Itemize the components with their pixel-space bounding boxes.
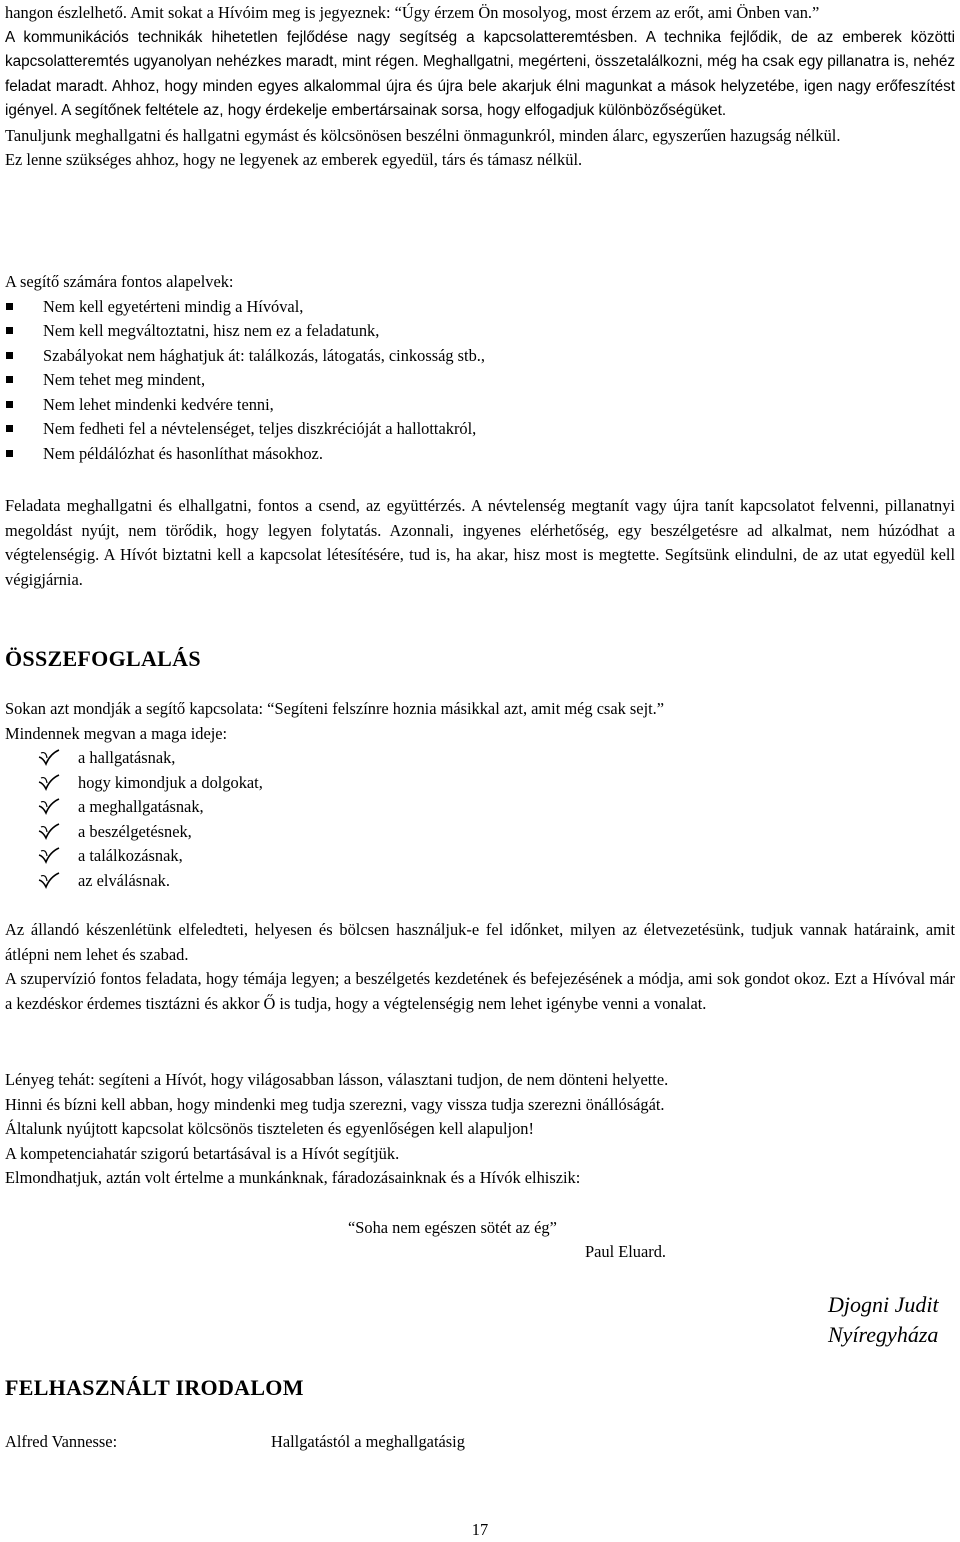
summary-section — [5, 645, 955, 673]
square-bullet-icon — [6, 327, 13, 334]
list-item: a találkozásnak, — [5, 844, 955, 869]
closing-line-2: Hinni és bízni kell abban, hogy mindenki meg tudja szerezni, vagy vissza tudja szerezni önállóságát. — [5, 1094, 665, 1114]
bibliography-author: Alfred Vannesse: — [5, 1432, 118, 1451]
summary-body — [5, 697, 955, 894]
principles-list — [5, 295, 955, 467]
principles-section — [5, 270, 955, 466]
task-section — [5, 494, 955, 592]
intro-paragraph-4: Ez lenne szükséges ahhoz, hogy ne legyenek az emberek egyedül, társ és támasz nélkül. — [5, 150, 583, 169]
checkmark-bullet-icon — [38, 823, 60, 841]
square-bullet-icon — [6, 352, 13, 359]
summary-title: ÖSSZEFOGLALÁS — [5, 646, 201, 671]
list-item: a hallgatásnak, — [5, 746, 955, 771]
square-bullet-icon — [6, 425, 13, 432]
summary-paragraphs — [5, 918, 955, 1016]
checkmark-bullet-icon — [38, 847, 60, 865]
bibliography-work: Hallgatástól a meghallgatásig — [271, 1432, 465, 1451]
signature-name: Djogni Judit — [828, 1292, 939, 1317]
list-item: Nem tehet meg mindent, — [5, 368, 955, 393]
closing-line-3: Általunk nyújtott kapcsolat kölcsönös tiszteleten és egyenlőségen kell alapuljon! — [5, 1119, 534, 1138]
square-bullet-icon — [6, 303, 13, 310]
list-item: Nem példálózhat és hasonlíthat másokhoz. — [5, 442, 955, 467]
checkmark-bullet-icon — [38, 749, 60, 767]
intro-paragraph-1: hangon észlelhető. Amit sokat a Hívóim meg is jegyeznek: “Úgy érzem Ön mosolyog, most érzem az erőt, ami Önben van.” — [5, 3, 820, 22]
square-bullet-icon — [6, 450, 13, 457]
summary-quote-line: Sokan azt mondják a segítő kapcsolata: “Segíteni felszínre hoznia másikkal azt, amit még csak sejt.” — [5, 699, 665, 718]
list-item: Nem kell megváltoztatni, hisz nem ez a feladatunk, — [5, 319, 955, 344]
closing-line-5: Elmondhatjuk, aztán volt értelme a munkánknak, fáradozásainknak és a Hívók elhiszik: — [5, 1168, 581, 1187]
bibliography-title: FELHASZNÁLT IRODALOM — [5, 1375, 304, 1400]
summary-time-line: Mindennek megvan a maga ideje: — [5, 723, 228, 743]
signature-city: Nyíregyháza — [828, 1322, 939, 1347]
intro-paragraph-2: A kommunikációs technikák hihetetlen fejlődése nagy segítség a kapcsolatteremtésben. A technika fejlődik, de az emberek közötti kapcsolatteremtés ugyanolyan nehézkes maradt, mint régen. Meghallgatni, megérteni, összetalálkozni, még ha csak egy pillanatra is, nehéz feladat maradt. Ahhoz, hogy minden egyes alkalommal újra és újra bele akarjuk élni magunkat a mások helyzetébe, igen nagy erőfeszítést igényel. A segítőnek feltétele az, hogy érdekelje embertársainak sorsa, hogy elfogadjuk különbözőségüket. — [5, 28, 955, 119]
intro-paragraph-3: Tanuljunk meghallgatni és hallgatni egymást és kölcsönösen beszélni önmagunkról, minden álarc, egyszerűen hazugság nélkül. — [5, 125, 841, 145]
closing-line-1: Lényeg tehát: segíteni a Hívót, hogy világosabban lásson, választani tudjon, de nem dönteni helyette. — [5, 1070, 669, 1089]
task-paragraph: Feladata meghallgatni és elhallgatni, fontos a csend, az együttérzés. A névtelenség megtanít vagy újra tanít kapcsolatot felvenni, pillanatnyi megoldást nyújt, nem törődik, hogy legyen folytatás. Azonnali, ingyenes elérhetőség, egy beszélgetésre ad alkalmat, nem húzódhat a végtelenségig. A Hívót biztatni kell a kapcsolat létesítésére, tud is, ha akar, hisz most is megtette. Segítsünk elindulni, de az utat egyedül kell végigjárnia. — [5, 496, 955, 589]
square-bullet-icon — [6, 376, 13, 383]
eluard-quote — [348, 1216, 748, 1241]
list-item: Nem lehet mindenki kedvére tenni, — [5, 393, 955, 418]
list-item: a beszélgetésnek, — [5, 820, 955, 845]
time-list — [5, 746, 955, 894]
list-item: az elválásnak. — [5, 869, 955, 894]
list-item: a meghallgatásnak, — [5, 795, 955, 820]
quote-author: Paul Eluard. — [585, 1242, 667, 1261]
list-item: Szabályokat nem hághatjuk át: találkozás, látogatás, cinkosság stb., — [5, 344, 955, 369]
closing-line-4: A kompetenciahatár szigorú betartásával is a Hívót segítjük. — [5, 1143, 400, 1163]
signature-block — [828, 1290, 958, 1350]
summary-paragraph-2: A szupervízió fontos feladata, hogy témája legyen; a beszélgetés kezdetének és befejezésének a módja, ami sok gondot okoz. Ezt a Hívóval már a kezdéskor érdemes tisztázni és akkor Ő is tudja, hogy a végtelenségig nem lehet igénybe venni a vonalat. — [5, 969, 955, 1013]
bibliography-section — [5, 1374, 955, 1402]
quote-text: “Soha nem egészen sötét az ég” — [348, 1218, 557, 1237]
summary-paragraph-1: Az állandó készenlétünk elfeledteti, helyesen és bölcsen használjuk-e fel időnket, milyen az életvezetésünk, tudjuk vannak határaink, amit átlépni nem lehet és szabad. — [5, 920, 955, 964]
closing-section — [5, 1068, 955, 1191]
checkmark-bullet-icon — [38, 774, 60, 792]
list-item: Nem fedheti fel a névtelenséget, teljes diszkrécióját a hallottakról, — [5, 417, 955, 442]
list-item: Nem kell egyetérteni mindig a Hívóval, — [5, 295, 955, 320]
square-bullet-icon — [6, 401, 13, 408]
checkmark-bullet-icon — [38, 872, 60, 890]
checkmark-bullet-icon — [38, 798, 60, 816]
intro-section — [5, 1, 955, 173]
page-number: 17 — [471, 1520, 489, 1539]
page-number-block — [5, 1518, 955, 1542]
principles-heading: A segítő számára fontos alapelvek: — [5, 272, 234, 291]
list-item: hogy kimondjuk a dolgokat, — [5, 771, 955, 796]
quote-author-block — [585, 1240, 785, 1265]
